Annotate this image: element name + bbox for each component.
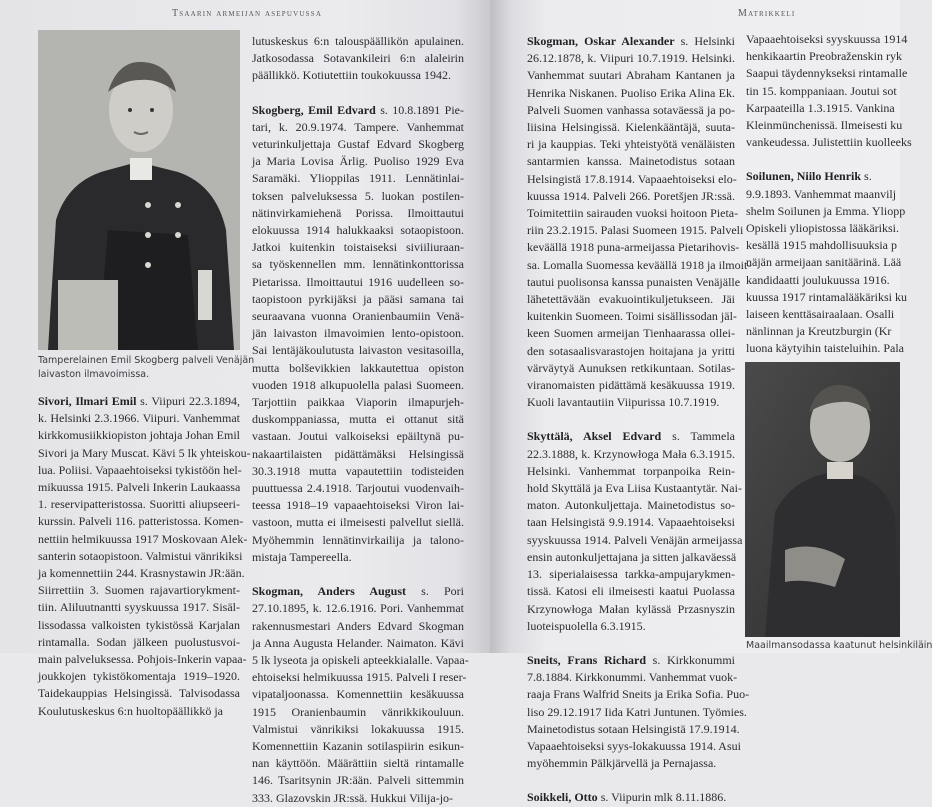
entry-text: värväytyä Aunuksen retkikuntaan. Sotilas- bbox=[527, 360, 735, 375]
text-line bbox=[746, 306, 900, 323]
text-line bbox=[252, 686, 464, 703]
entry-text: s. Pori bbox=[406, 584, 464, 599]
text-line bbox=[527, 428, 735, 445]
entry-text: duskomppaniassa, mutta ei ottanut sitä bbox=[252, 412, 464, 427]
text-line bbox=[38, 479, 240, 496]
entry-text: kandidaatti joulukuussa 1916. bbox=[746, 272, 890, 287]
entry-text: 9.9.1893. Vanhemmat maanvilj bbox=[746, 186, 897, 201]
entry-text: ensin autonkuljettajana ja sitten jalkaväessä bbox=[527, 549, 737, 564]
text-line bbox=[252, 188, 464, 205]
text-line bbox=[527, 704, 747, 721]
text-line bbox=[527, 67, 735, 84]
entry-text: tin 15. komppaniaan. Joutui sot bbox=[746, 83, 897, 98]
entry-text: toksen palveluksessa 5. luokan postilen- bbox=[252, 188, 464, 203]
paragraph-gap bbox=[252, 85, 464, 102]
entry-text: s. Viipuri 22.3.1894, bbox=[136, 394, 240, 408]
text-line bbox=[252, 549, 464, 566]
text-line bbox=[527, 274, 741, 291]
entry-text: ja Anna Augusta Helander. Naimaton. Kävi bbox=[252, 635, 464, 650]
text-line bbox=[746, 117, 903, 134]
entry-name: Soikkeli, Otto bbox=[527, 790, 598, 805]
entry-text: den sotasaalisvarastojen hoitajana ja yritti bbox=[527, 343, 735, 358]
entry-text: Komennettiin Kazanin sotilaspiirin esikun- bbox=[252, 738, 464, 753]
entry-text: kesällä 1915 mahdollisuuksia p bbox=[746, 238, 897, 253]
text-line bbox=[252, 33, 464, 50]
entry-text: Jatkosodassa Sotavankileiri 6:n alaleirin bbox=[252, 51, 464, 66]
entry-text: Vapaaehtoiseksi syys-lokakuussa 1914. Asui bbox=[527, 738, 741, 753]
entry-text: kuussa 1917 rintamalääkäriksi ku bbox=[746, 289, 907, 304]
entry-text: s. Kirkkonummi bbox=[646, 652, 735, 667]
text-line bbox=[527, 652, 735, 669]
entry-text: Jatkoi kuitenkin toistaiseksi siviiliuraan- bbox=[252, 240, 464, 255]
portrait-illustration bbox=[38, 30, 240, 350]
text-line bbox=[527, 153, 735, 170]
text-line bbox=[527, 257, 752, 274]
entry-name: Sneits, Frans Richard bbox=[527, 652, 646, 667]
text-line bbox=[527, 239, 740, 256]
text-line bbox=[252, 360, 464, 377]
text-line bbox=[746, 289, 907, 306]
paragraph-gap bbox=[746, 151, 900, 168]
text-line bbox=[527, 583, 735, 600]
portrait-illustration bbox=[745, 362, 900, 637]
text-line bbox=[38, 513, 244, 530]
text-line bbox=[527, 601, 735, 618]
text-line bbox=[38, 410, 240, 427]
text-line bbox=[252, 772, 464, 789]
text-line bbox=[252, 463, 464, 480]
text-line bbox=[252, 308, 464, 325]
text-line bbox=[38, 668, 240, 685]
entry-text: vankeudessa. Julistettiin kuolleeks bbox=[746, 135, 912, 150]
text-line bbox=[38, 462, 240, 479]
right-photo-caption: Maailmansodassa kaatunut helsinkiläin bbox=[746, 640, 932, 651]
text-line bbox=[527, 119, 735, 136]
entry-text: luoteispuolella 6.3.1915. bbox=[527, 618, 646, 633]
text-line bbox=[746, 65, 908, 82]
entry-text: 146. Tsaritsynin JR:ään. Palveli sittemmin bbox=[252, 773, 464, 788]
text-line bbox=[746, 203, 906, 220]
text-line bbox=[252, 497, 464, 514]
text-line bbox=[527, 755, 735, 772]
entry-text: 1. reservipatteristossa. Suoritti aliupseeri- bbox=[38, 497, 240, 512]
entry-text: s. Tammela bbox=[661, 429, 735, 444]
text-line bbox=[252, 274, 464, 291]
entry-text: liso 29.12.1917 Iida Katri Juntunen. Työmies. bbox=[527, 704, 747, 719]
entry-name: Skogman, Anders August bbox=[252, 584, 407, 599]
entry-text: 22.3.1888, k. Krzynowłoga Mała 6.3.1915. bbox=[527, 446, 735, 461]
entry-text: keen Suomen armeijan Tienhaarassa ollei- bbox=[527, 326, 735, 341]
entry-text: taan Helsingistä 9.9.1914. Vapaaehtoiseksi bbox=[527, 515, 735, 530]
running-head-right: Matrikkeli bbox=[738, 8, 796, 19]
text-line bbox=[527, 205, 739, 222]
text-line bbox=[38, 685, 240, 702]
text-line bbox=[252, 102, 464, 119]
entry-text: Toimitettiin sairauden vuoksi hoitoon Pieta- bbox=[527, 206, 739, 221]
text-line bbox=[527, 308, 735, 325]
text-line bbox=[252, 377, 464, 394]
caption-line: laivaston ilmavoimissa. bbox=[38, 369, 150, 380]
text-line bbox=[527, 532, 743, 549]
entry-text: s. bbox=[861, 169, 872, 184]
entry-text: nätinvirkamiehenä Porissa. Ilmoittautui bbox=[252, 205, 464, 220]
text-line bbox=[527, 33, 735, 50]
entry-text: nakaartilaisten pidättämäksi Helsingissä bbox=[252, 446, 464, 461]
entry-text: tari, k. 20.9.1974. Tampere. Vanhemmat bbox=[252, 119, 464, 134]
entry-text: Palveli Suomen vanhassa sotaväessä ja po- bbox=[527, 102, 735, 117]
text-line bbox=[38, 634, 240, 651]
entry-text: Siirrettiin 3. Suomen rajavartiorykment- bbox=[38, 583, 240, 598]
entry-text: rakennusmestari Anders Edvard Skogman bbox=[252, 618, 464, 633]
text-line bbox=[527, 85, 735, 102]
entry-text: vastaan. Joutui valkoiseksi epäiltynä pu- bbox=[252, 429, 464, 444]
text-line bbox=[252, 790, 464, 807]
text-line bbox=[527, 721, 740, 738]
portrait-photo-right bbox=[745, 362, 900, 637]
entry-text: nänlinnan ja Kreutzburgin (Kr bbox=[746, 324, 892, 339]
text-line bbox=[38, 617, 240, 634]
entry-text: Vanhemmat suutari Abraham Kantanen ja bbox=[527, 68, 735, 83]
entry-text: lissodassa valkoisten tykistössä Karjalan bbox=[38, 617, 240, 632]
entry-name: Soilunen, Niilo Henrik bbox=[746, 169, 862, 184]
entry-text: s. Viipurin mlk 8.11.1886. bbox=[597, 790, 727, 805]
entry-text: puuttuessa 2.4.1918. Tarjoutui vuodenvaih- bbox=[252, 481, 464, 496]
text-line bbox=[527, 360, 735, 377]
running-head-left: Tsaarin armeijan asepuvussa bbox=[172, 8, 323, 19]
entry-text: ehtoiseksi helmikuussa 1915. Palveli I reser- bbox=[252, 670, 467, 685]
text-line bbox=[252, 136, 464, 153]
entry-text: Kuoli lavantautiin Viipurissa 10.7.1919. bbox=[527, 395, 720, 410]
entry-text: kurssin. Palveli 116. patteristossa. Komen- bbox=[38, 514, 244, 529]
entry-text: ri ja kauppias. Teki yhteistyötä venäläisten bbox=[527, 137, 735, 152]
text-line bbox=[527, 497, 735, 514]
entry-text: tautui puolisonsa kanssa punaisten Venäjälle bbox=[527, 274, 741, 289]
entry-text: Sivori ja Mary Muscat. Kävi 5 lk yhteiskou- bbox=[38, 445, 251, 460]
text-line bbox=[746, 323, 900, 340]
text-line bbox=[252, 239, 464, 256]
text-line bbox=[252, 119, 464, 136]
entry-text: mutta bolševikkien lakkautettua opiston bbox=[252, 360, 464, 375]
entry-text: Karpaateilla 1.3.1915. Vankina bbox=[746, 100, 895, 115]
entry-text: tissä. Katosi eli ilmeisesti kaatui Puolassa bbox=[527, 584, 735, 599]
text-line bbox=[527, 738, 741, 755]
entry-text: liisina Helsingissä. Kielenkääntäjä, suuta- bbox=[527, 120, 735, 135]
text-line bbox=[527, 566, 735, 583]
paragraph-gap bbox=[527, 635, 735, 652]
text-line bbox=[38, 548, 243, 565]
entry-text: s. 10.8.1891 Pie- bbox=[375, 102, 464, 117]
text-line bbox=[527, 618, 735, 635]
text-line bbox=[38, 599, 240, 616]
entry-text: Helsinki. Vanhemmat torpanpoika Rein- bbox=[527, 463, 735, 478]
portrait-photo-skogberg bbox=[38, 30, 240, 350]
text-line bbox=[527, 480, 742, 497]
entry-text: riin 23.2.1915. Palasi Suomeen 1915. Palveli bbox=[527, 223, 744, 238]
text-line bbox=[252, 153, 464, 170]
entry-text: Vapaaehtoiseksi syyskuussa 1914 bbox=[746, 32, 908, 46]
text-line bbox=[252, 411, 464, 428]
text-line bbox=[252, 222, 464, 239]
entry-text: Helsingistä 17.8.1914. Vapaaehtoiseksi elo- bbox=[527, 171, 737, 186]
entry-text: 5 lk lyseota ja opiskeli apteekkialalle. Vapaa- bbox=[252, 652, 469, 667]
text-line bbox=[527, 50, 735, 67]
text-line bbox=[38, 393, 240, 410]
entry-text: 1915 Oranienbaumin vänrikkikouluun. bbox=[252, 704, 464, 719]
text-line bbox=[252, 291, 464, 308]
entry-text: nan käyttöön. Määrättiin sieltä rintamalle bbox=[252, 756, 464, 771]
entry-text: vuoden 1918 alkupuolella palasi Suomeen. bbox=[252, 377, 464, 392]
text-line bbox=[38, 496, 240, 513]
entry-text: Valmistui vänrikiksi lokakuussa 1915. bbox=[252, 721, 464, 736]
entry-text: Tarjottiin paikkaa Viaporin ilmapurjeh- bbox=[252, 395, 464, 410]
entry-text: rintamalla. Sodan jälkeen puolustusvoi- bbox=[38, 634, 240, 649]
entry-text: viranomaisten pidättämä kesäkuussa 1919. bbox=[527, 378, 735, 393]
text-line bbox=[252, 446, 464, 463]
text-line bbox=[252, 669, 467, 686]
paragraph-gap bbox=[252, 566, 464, 583]
entry-text: kirkkomusiikkiopiston johtaja Johan Emil bbox=[38, 428, 240, 443]
entry-text: syyskuussa 1914. Palveli Venäjän armeijassa bbox=[527, 532, 743, 547]
text-line bbox=[746, 220, 900, 237]
entry-text: nettiin helmikuussa 1917 Moskovaan Alek- bbox=[38, 531, 248, 546]
text-line bbox=[527, 446, 735, 463]
entry-text: veturinkuljettaja Gustaf Edvard Skogberg bbox=[252, 137, 464, 152]
entry-name: Skogberg, Emil Edvard bbox=[252, 102, 376, 117]
entry-text: main palveluksessa. Pohjois-Inkerin vapaa- bbox=[38, 652, 247, 667]
entry-text: hold Skyttälä ja Eva Liisa Kustaantytär. Nai- bbox=[527, 481, 742, 496]
entry-text: henkikaartin Preobraženskin ryk bbox=[746, 49, 902, 64]
entry-text: vipataljoonassa. Komennettiin kesäkuussa bbox=[252, 687, 464, 702]
entry-text: 26.12.1878, k. Viipuri 10.7.1919. Helsinki. bbox=[527, 51, 735, 66]
entry-text: kuitenkin Suomeen. Toimi sisällissodan jäl- bbox=[527, 309, 737, 324]
caption-line: Tamperelainen Emil Skogberg palveli Venäjän bbox=[38, 355, 255, 366]
entry-text: Mainetodistus sotaan Helsingistä 17.9.1914. bbox=[527, 721, 740, 736]
text-line bbox=[38, 703, 240, 720]
text-line bbox=[746, 48, 900, 65]
entry-text: santerin sotaopistoon. Valmistui vänrikiksi bbox=[38, 548, 243, 563]
entry-text: jän laivaston ilmavoimien lento-opistoon. bbox=[252, 326, 464, 341]
text-line bbox=[252, 205, 464, 222]
text-line bbox=[38, 531, 248, 548]
entry-text: Taidekauppias Helsingissä. Talvisodassa bbox=[38, 686, 240, 701]
text-line bbox=[252, 50, 464, 67]
entry-text: maton. Autonkuljettaja. Mainetodistus so- bbox=[527, 498, 735, 513]
text-line bbox=[252, 600, 464, 617]
text-line bbox=[746, 83, 900, 100]
text-line bbox=[38, 582, 240, 599]
text-line bbox=[252, 256, 464, 273]
entry-text: joukkojen tykistökomentaja 1919–1920. bbox=[38, 669, 240, 684]
text-line bbox=[252, 583, 464, 600]
column-2 bbox=[252, 33, 469, 807]
entry-text: 27.10.1895, k. 12.6.1916. Pori. Vanhemmat bbox=[252, 601, 464, 616]
text-line bbox=[252, 652, 469, 669]
text-line bbox=[746, 134, 912, 151]
entry-text: Saramäki. Ylioppilas 1911. Lennätinlai- bbox=[252, 171, 464, 186]
entry-name: Skogman, Oskar Alexander bbox=[527, 34, 675, 48]
text-line bbox=[252, 480, 464, 497]
column-3 bbox=[527, 33, 752, 807]
entry-text: Koulutuskeskus 6:n huoltopäällikkö ja bbox=[38, 703, 223, 718]
text-line bbox=[252, 67, 464, 84]
text-line bbox=[527, 136, 735, 153]
text-line bbox=[252, 532, 464, 549]
text-line bbox=[746, 340, 904, 357]
entry-text: vastoon, mutta ei ilmeisesti palvellut siellä. bbox=[252, 515, 464, 530]
entry-text: 333. Glazovskin JR:ssä. Hukkui Vilija-jo- bbox=[252, 790, 454, 805]
text-line bbox=[746, 31, 908, 48]
text-line bbox=[252, 428, 464, 445]
entry-text: päällikkö. Kotiutettiin toukokuussa 1942. bbox=[252, 68, 451, 83]
text-line bbox=[527, 102, 735, 119]
entry-text: Kleinmünchenissä. Ilmeisesti ku bbox=[746, 118, 903, 133]
text-line bbox=[527, 291, 735, 308]
entry-text: lähetettävään evakuointikuljetukseen. Jäi bbox=[527, 292, 735, 307]
entry-text: Myöhemmin lennätinvirkailija ja talono- bbox=[252, 532, 464, 547]
text-line bbox=[252, 721, 464, 738]
entry-text: 13. siperialaisessa tarkka-ampujarykmen- bbox=[527, 567, 735, 582]
entry-text: keväällä 1918 puna-armeijassa Pietarihovis- bbox=[527, 240, 740, 255]
entry-text: Saapui täydennykseksi rintamalle bbox=[746, 66, 908, 81]
entry-text: 7.8.1884. Kirkkonummi. Vanhemmat vuok- bbox=[527, 670, 738, 685]
entry-name: Sivori, Ilmari Emil bbox=[38, 394, 137, 408]
entry-text: raaja Frans Walfrid Sneits ja Erika Sofia. Puo- bbox=[527, 687, 750, 702]
text-line bbox=[252, 325, 464, 342]
entry-text: 30.3.1918 mutta vapautettiin todisteiden bbox=[252, 463, 464, 478]
text-line bbox=[252, 618, 464, 635]
text-line bbox=[746, 186, 900, 203]
text-line bbox=[746, 272, 900, 289]
paragraph-gap bbox=[527, 411, 735, 428]
text-line bbox=[252, 755, 464, 772]
column-1 bbox=[38, 393, 251, 720]
text-line bbox=[252, 704, 464, 721]
text-line bbox=[252, 394, 464, 411]
text-line bbox=[527, 377, 735, 394]
entry-text: ja komennettiin 244. Krasnystawin JR:ään. bbox=[38, 566, 245, 581]
text-line bbox=[746, 100, 900, 117]
entry-text: luona käytyihin taisteluihin. Pala bbox=[746, 341, 904, 356]
entry-text: shelm Soilunen ja Emma. Yliopp bbox=[746, 203, 906, 218]
text-line bbox=[746, 254, 900, 271]
entry-text: santarmien kanssa. Mainetodistus sotaan bbox=[527, 154, 735, 169]
entry-text: myöhemmin Pälkjärvellä ja Pernajassa. bbox=[527, 756, 717, 771]
entry-text: sa työskennellen mm. lennätinkonttorissa bbox=[252, 257, 464, 272]
entry-text: Krzynowłoga Małan kylässä Przasnyszin bbox=[527, 601, 735, 616]
text-line bbox=[527, 188, 735, 205]
entry-text: Opiskeli yliopistossa lääkäriksi. bbox=[746, 221, 899, 236]
text-line bbox=[38, 427, 240, 444]
entry-name: Skyttälä, Aksel Edvard bbox=[527, 429, 662, 444]
text-line bbox=[527, 669, 738, 686]
text-line bbox=[38, 445, 251, 462]
entry-text: mikuussa 1915. Palveli Inkerin Laukaassa bbox=[38, 480, 241, 495]
entry-text: teessa 1918–19 vapaaehtoiseksi Viron lai- bbox=[252, 498, 464, 513]
entry-text: kuussa 1914. Palveli 266. Poretšjen JR:ssä. bbox=[527, 188, 735, 203]
entry-text: k. Helsinki 2.3.1966. Viipuri. Vanhemmat bbox=[38, 411, 240, 426]
text-line bbox=[527, 514, 735, 531]
entry-text: laiseen kenttäsairaalaan. Osalli bbox=[746, 307, 895, 322]
text-line bbox=[252, 738, 464, 755]
entry-text: Pietarissa. Ilmoittautui 1916 uudelleen so- bbox=[252, 274, 464, 289]
text-line bbox=[746, 237, 900, 254]
text-line bbox=[527, 789, 735, 806]
text-line bbox=[252, 514, 464, 531]
text-line bbox=[527, 222, 744, 239]
text-line bbox=[746, 168, 900, 185]
text-line bbox=[527, 343, 735, 360]
text-line bbox=[252, 635, 464, 652]
text-line bbox=[252, 342, 464, 359]
entry-text: taopistoon pyrkijäksi ja pääsi samana tai bbox=[252, 291, 464, 306]
entry-text: Sai lentäjäkoulutusta laivaston vesitasoilla, bbox=[252, 343, 464, 358]
entry-text: elokuussa 1914 halukkaaksi sotaopistoon. bbox=[252, 223, 464, 238]
text-line bbox=[38, 651, 247, 668]
entry-text: sa. Lomalla Suomessa keväällä 1918 ja ilmoit- bbox=[527, 257, 752, 272]
text-line bbox=[527, 549, 735, 566]
left-photo-caption bbox=[38, 354, 254, 382]
entry-text: näjän armeijaan sanitäärinä. Lää bbox=[746, 255, 902, 270]
entry-text: ja Maria Lovisa Ärlig. Puoliso 1929 Eva bbox=[252, 154, 464, 169]
entry-text: tiin. Aliluutnantti syyskuussa 1917. Sisäl- bbox=[38, 600, 240, 615]
text-line bbox=[527, 686, 750, 703]
entry-text: mistaja Tampereella. bbox=[252, 549, 352, 564]
text-line bbox=[38, 565, 245, 582]
text-line bbox=[527, 463, 735, 480]
entry-text: seuraavana vuonna Oranienbaumiin Venä- bbox=[252, 309, 464, 324]
text-line bbox=[527, 394, 735, 411]
entry-text: s. Helsinki bbox=[674, 34, 735, 48]
paragraph-gap bbox=[527, 772, 735, 789]
text-line bbox=[527, 171, 735, 188]
entry-text: Henrika Niskanen. Puoliso Erika Alina Ek. bbox=[527, 85, 735, 100]
column-4 bbox=[746, 31, 912, 358]
entry-text: lutuskeskus 6:n talouspäällikön apulainen. bbox=[252, 34, 464, 48]
entry-text: lua. Poliisi. Vapaaehtoiseksi tykistöön hel- bbox=[38, 462, 242, 477]
text-line bbox=[252, 170, 464, 187]
text-line bbox=[527, 325, 735, 342]
